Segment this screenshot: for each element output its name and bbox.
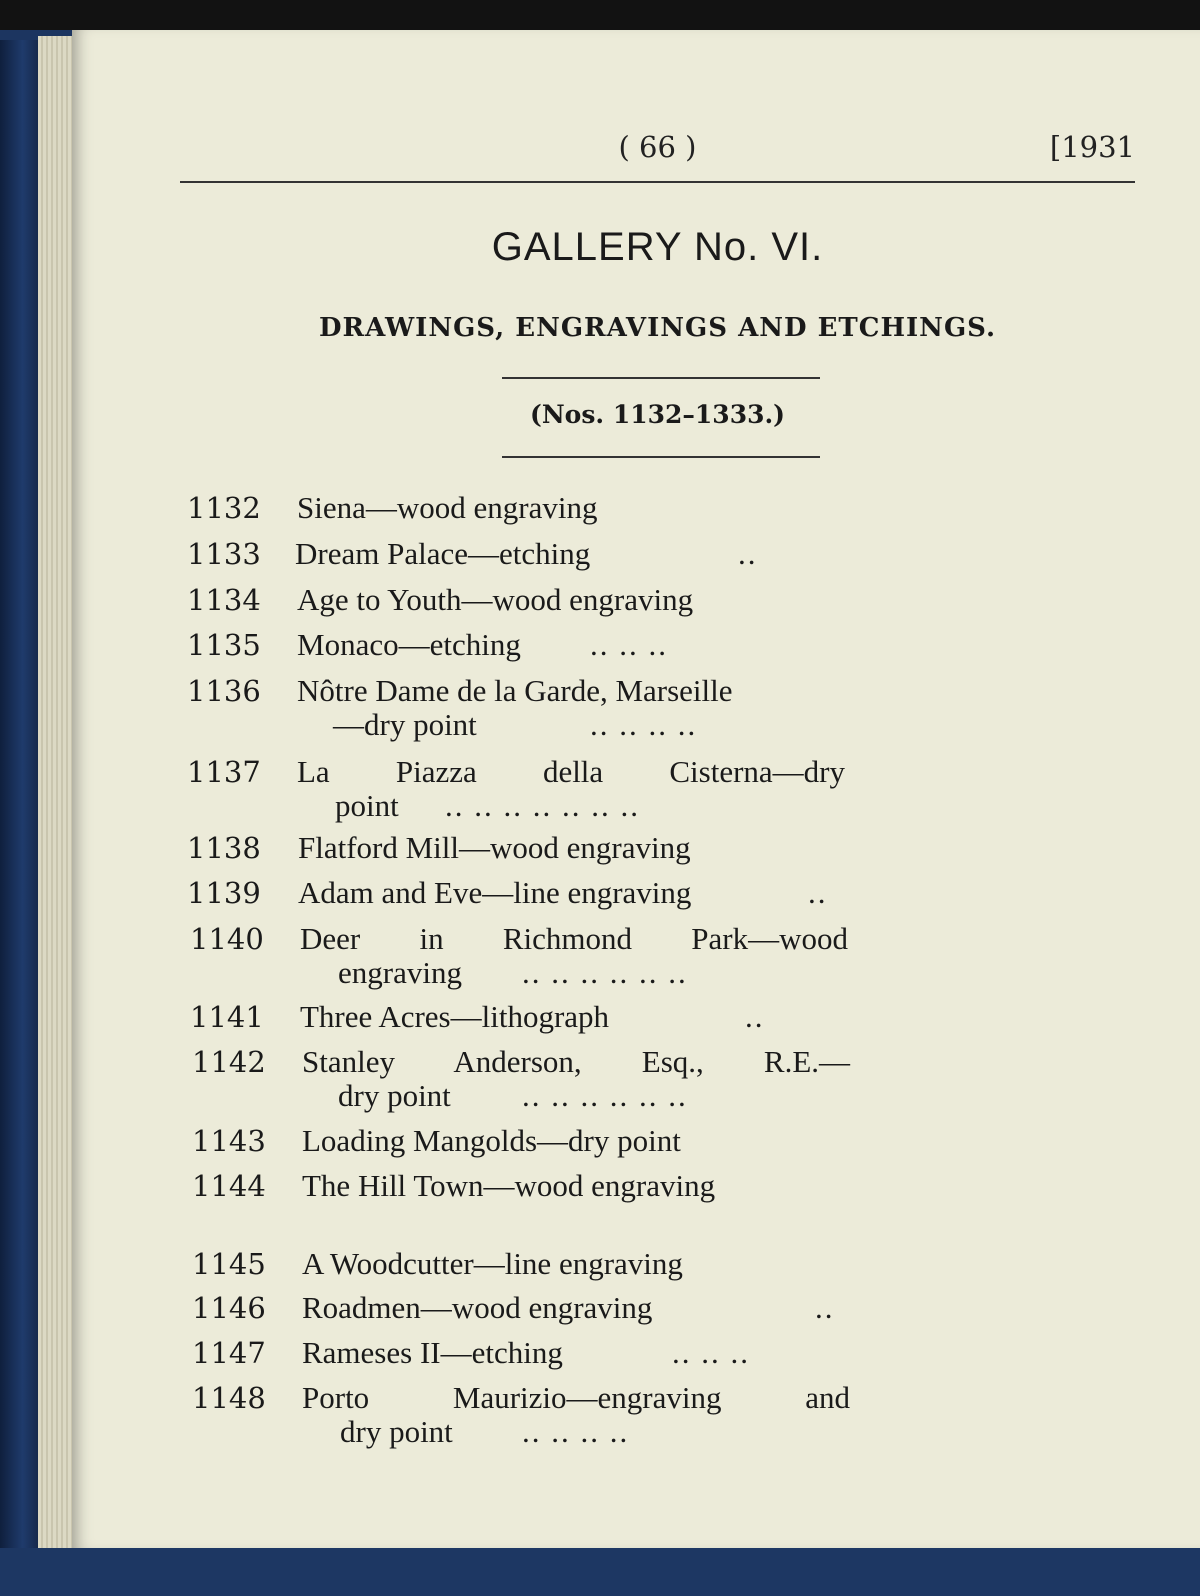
entry-number: 1138 — [187, 831, 261, 865]
leader-dots: .. .. .. — [590, 627, 668, 662]
entry-number: 1146 — [192, 1291, 266, 1325]
leader-dots: .. — [745, 999, 765, 1034]
leader-dots: .. .. .. — [672, 1335, 750, 1370]
entry-title: Stanley Anderson, Esq., R.E.— — [302, 1044, 850, 1079]
entry-title-continued: engraving — [338, 955, 462, 990]
running-year: [1931 — [1049, 130, 1135, 164]
entry-title-continued: point — [335, 788, 399, 823]
entry-number: 1135 — [187, 628, 261, 662]
entry-title: Porto Maurizio—engraving and — [302, 1380, 850, 1415]
entry-title: Adam and Eve—line engraving — [298, 875, 692, 910]
entry-title: Deer in Richmond Park—wood — [300, 921, 848, 956]
entry-number: 1133 — [187, 537, 261, 571]
entry-number: 1142 — [192, 1045, 266, 1079]
entry-number: 1134 — [187, 583, 261, 617]
entry-number: 1140 — [190, 922, 264, 956]
page-header — [180, 130, 1135, 184]
entry-number: 1147 — [192, 1336, 266, 1370]
entry-number: 1141 — [190, 1000, 264, 1034]
leader-dots: .. .. .. .. — [590, 707, 698, 742]
leader-dots: .. — [815, 1290, 835, 1325]
entry-title: Three Acres—lithograph — [300, 999, 610, 1034]
entry-title-continued: —dry point — [333, 707, 477, 742]
entry-title: Rameses II—etching — [302, 1335, 563, 1370]
entry-title: Nôtre Dame de la Garde, Marseille — [297, 673, 733, 708]
section-title: DRAWINGS, ENGRAVINGS AND ETCHINGS. — [318, 313, 997, 343]
entry-number: 1148 — [192, 1381, 266, 1415]
entry-title: La Piazza della Cisterna—dry — [297, 754, 845, 789]
divider-rule — [502, 377, 820, 379]
entry-title: Flatford Mill—wood engraving — [298, 830, 691, 865]
gallery-title: GALLERY No. VI. — [491, 225, 824, 269]
entry-number: 1145 — [192, 1247, 266, 1281]
leader-dots: .. — [808, 875, 828, 910]
leader-dots: .. .. .. .. .. .. .. — [445, 788, 640, 823]
entry-number: 1136 — [187, 674, 261, 708]
entry-number: 1139 — [187, 876, 261, 910]
leader-dots: .. .. .. .. — [522, 1414, 630, 1449]
entry-title: Monaco—etching — [297, 627, 521, 662]
leader-dots: .. — [738, 536, 758, 571]
entry-number: 1137 — [187, 755, 261, 789]
entry-title-continued: dry point — [338, 1078, 451, 1113]
entry-title: Siena—wood engraving — [297, 490, 598, 525]
header-rule — [180, 181, 1135, 183]
entry-number: 1132 — [187, 491, 261, 525]
book-spine-edge — [0, 40, 38, 1596]
entry-title: Loading Mangolds—dry point — [302, 1123, 681, 1158]
entry-title: Age to Youth—wood engraving — [297, 582, 694, 617]
divider-rule — [502, 456, 820, 458]
entry-title: The Hill Town—wood engraving — [302, 1168, 716, 1203]
entry-title-continued: dry point — [340, 1414, 453, 1449]
cover-bottom — [0, 1548, 1200, 1596]
entry-number: 1144 — [192, 1169, 266, 1203]
leader-dots: .. .. .. .. .. .. — [522, 1078, 688, 1113]
entry-title: Roadmen—wood engraving — [302, 1290, 653, 1325]
leader-dots: .. .. .. .. .. .. — [522, 955, 688, 990]
number-range: (Nos. 1132–1333.) — [529, 400, 786, 429]
page-number: ( 66 ) — [618, 130, 697, 164]
entry-title: A Woodcutter—line engraving — [302, 1246, 683, 1281]
entry-title: Dream Palace—etching — [295, 536, 591, 571]
entry-number: 1143 — [192, 1124, 266, 1158]
